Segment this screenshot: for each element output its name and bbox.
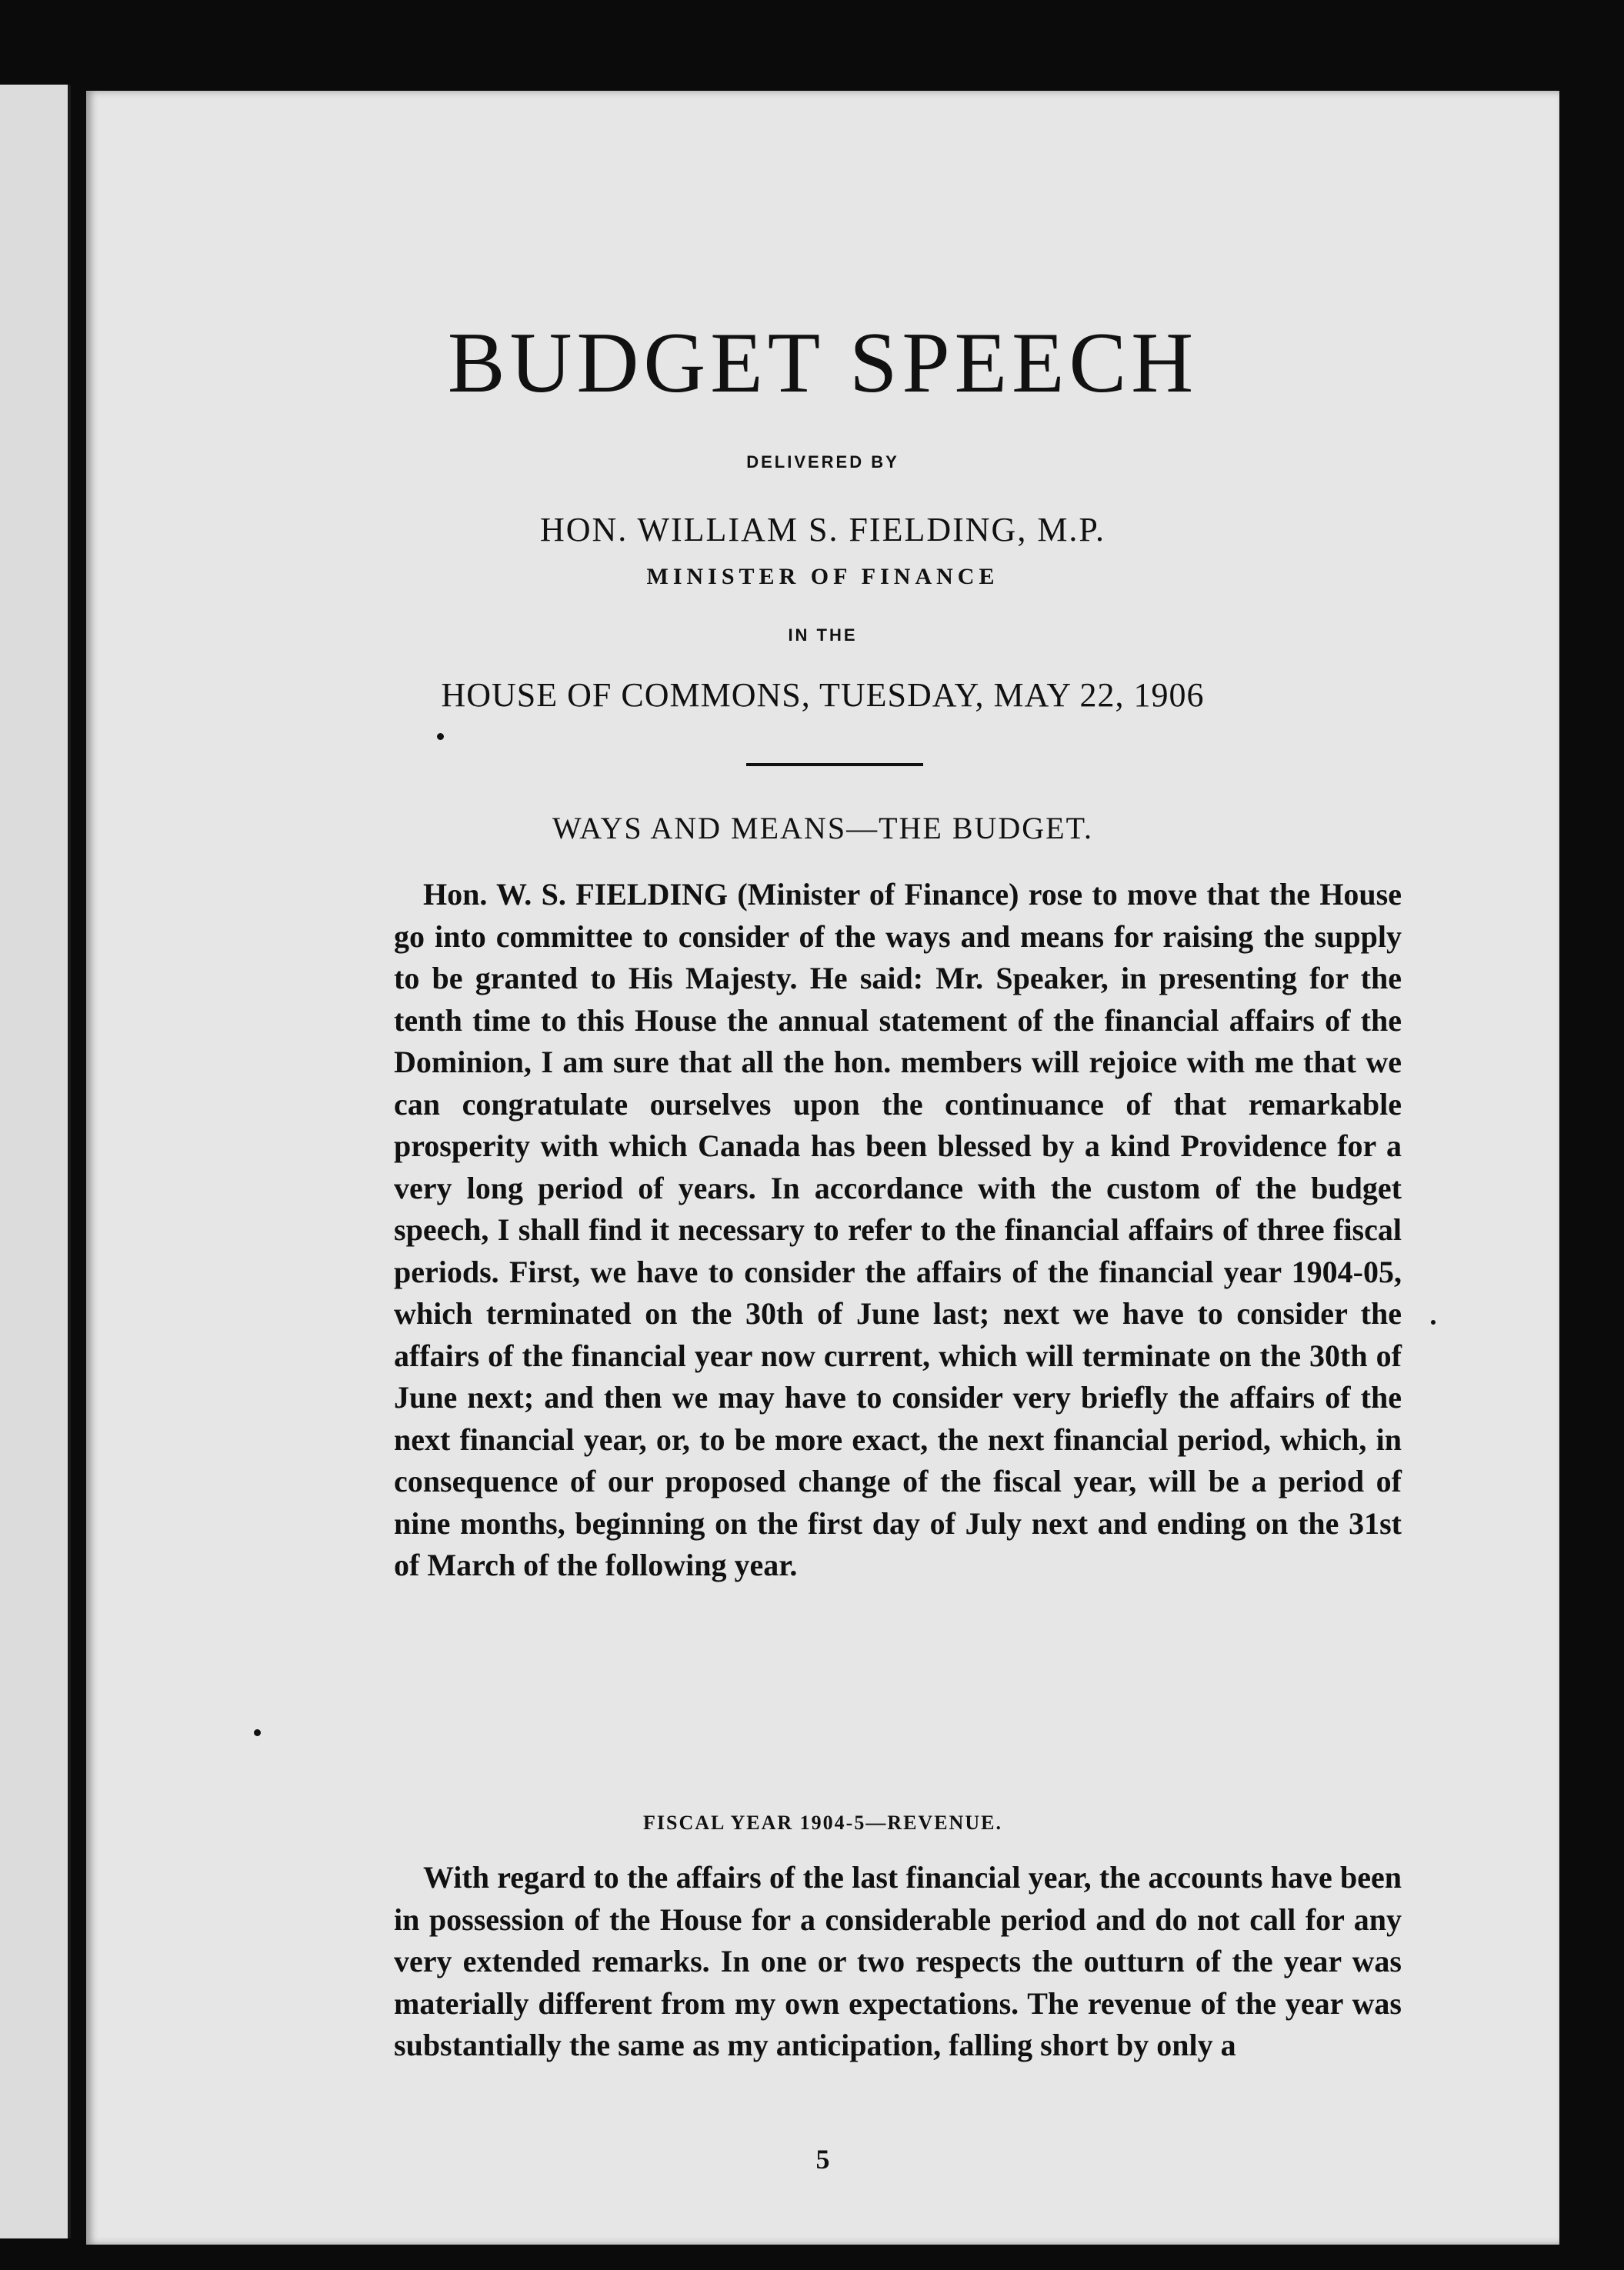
paragraph-1: Hon. W. S. FIELDING (Minister of Finance) rose to move that the House go into committee to consider of the ways and means for raising the supply to be granted to His Majesty. He said: Mr. Speaker, in presenting for the tenth time to this House the annual statement of the financial affairs of the Dominion, I am sure that all the hon. members will rejoice with me that we can congratulate ourselves upon the continuance of that remarkable prosperity with which Canada has been blessed by a kind Providence for a very long period of years. In accordance with the custom of the budget speech, I shall find it necessary to refer to the financial affairs of three fiscal periods. First, we have to consider the affairs of the financial year 1904-05, which terminated on the 30th of June last; next we have to consider the affairs of the financial year now current, which will terminate on the 30th of June next; and then we may have to consider very briefly the affairs of the next financial year, or, to be more exact, the next financial period, which, in consequence of our proposed change of the fiscal year, will be a period of nine months, beginning on the first day of July next and ending on the 31st of March of the following year. bbox=[394, 877, 1402, 1582]
section-heading: WAYS AND MEANS—THE BUDGET. bbox=[552, 811, 1094, 845]
delivered-by-label: DELIVERED BY bbox=[746, 452, 899, 472]
ink-speck bbox=[1431, 1320, 1436, 1325]
paragraph-2: With regard to the affairs of the last financial year, the accounts have been in possession of the House for a considerable period and do not call for any very extended remarks. In one or two respects the outturn of the year was materially different from my own expectations. The revenue of the year was substantially the same as my anticipation, falling short by only a bbox=[394, 1860, 1402, 2062]
facing-page-edge bbox=[0, 85, 71, 2238]
subheading: FISCAL YEAR 1904-5—REVENUE. bbox=[643, 1812, 1002, 1834]
ink-speck bbox=[437, 733, 444, 740]
ink-speck bbox=[254, 1729, 261, 1736]
document-title: BUDGET SPEECH bbox=[447, 315, 1199, 411]
divider-rule bbox=[746, 763, 923, 766]
scanned-page bbox=[86, 91, 1559, 2245]
venue-date: HOUSE OF COMMONS, TUESDAY, MAY 22, 1906 bbox=[441, 676, 1205, 714]
page-number: 5 bbox=[815, 2144, 830, 2175]
speaker-name: HON. WILLIAM S. FIELDING, M.P. bbox=[539, 511, 1106, 548]
speaker-office: MINISTER OF FINANCE bbox=[646, 564, 999, 589]
in-the-label: IN THE bbox=[788, 625, 858, 645]
